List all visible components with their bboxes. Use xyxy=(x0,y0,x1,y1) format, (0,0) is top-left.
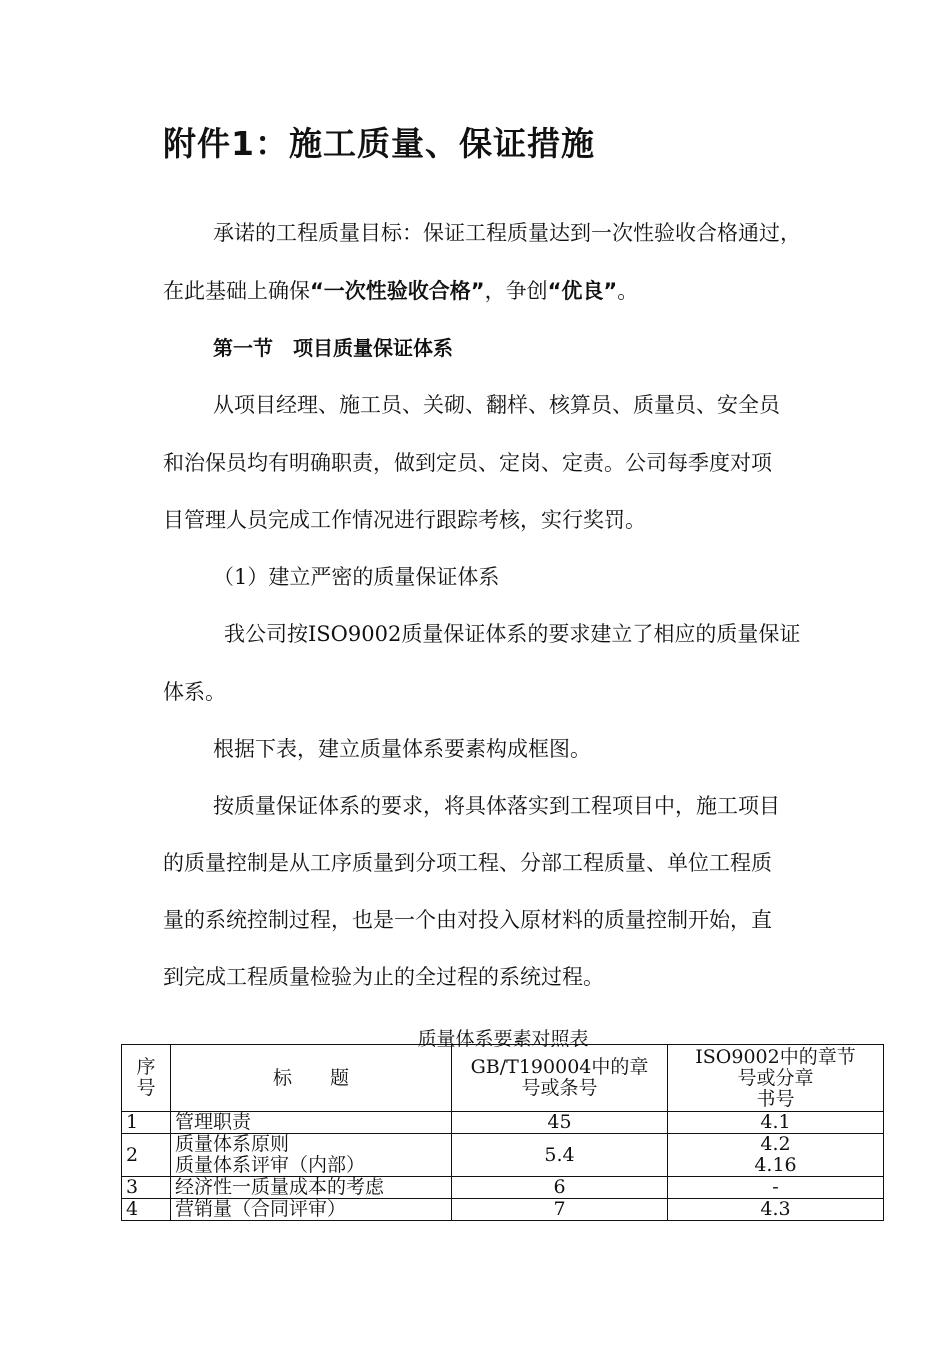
text-span: 在此基础上确保 xyxy=(163,279,310,303)
document-title: 附件1：施工质量、保证措施 xyxy=(163,124,595,163)
header-text: GB/T190004中的章 xyxy=(470,1056,649,1078)
header-iso xyxy=(668,1045,884,1112)
header-text: 书号 xyxy=(756,1087,795,1110)
paragraph-line: 从项目经理、施工员、关砌、翻样、核算员、质量员、安全员 xyxy=(213,393,780,417)
emphasis-text: “优良” xyxy=(547,279,618,303)
subsection-heading: （1）建立严密的质量保证体系 xyxy=(213,565,500,589)
paragraph-line: 量的系统控制过程，也是一个由对投入原材料的质量控制开始，直 xyxy=(163,908,772,932)
cell-gb: 6 xyxy=(452,1177,668,1199)
cell-text: 质量体系评审（内部） xyxy=(175,1154,366,1176)
paragraph-line: 和治保员均有明确职责，做到定员、定岗、定责。公司每季度对项 xyxy=(163,451,772,475)
cell-title: 经济性一质量成本的考虑 xyxy=(171,1177,452,1199)
table-caption: 质量体系要素对照表 xyxy=(417,1028,589,1050)
header-text: 号或条号 xyxy=(521,1077,598,1099)
table-header-row xyxy=(122,1045,884,1112)
header-no xyxy=(122,1045,171,1112)
cell-gb: 5.4 xyxy=(452,1134,668,1177)
cell-title: 管理职责 xyxy=(171,1112,452,1134)
text-span: ，争创 xyxy=(484,279,548,303)
cell-gb: 45 xyxy=(452,1112,668,1134)
paragraph-line: 体系。 xyxy=(163,680,226,704)
header-title: 标 题 xyxy=(171,1045,452,1112)
cell-iso: 4.3 xyxy=(668,1199,884,1221)
cell-iso xyxy=(668,1134,884,1177)
cell-text: 4.16 xyxy=(754,1154,797,1176)
cell-iso: - xyxy=(668,1177,884,1199)
cell-text: 质量体系原则 xyxy=(175,1133,290,1155)
paragraph-line: 我公司按ISO9002质量保证体系的要求建立了相应的质量保证 xyxy=(224,622,801,646)
table-row xyxy=(122,1134,884,1177)
cell-no: 1 xyxy=(122,1112,171,1134)
cell-gb: 7 xyxy=(452,1199,668,1221)
header-text: 序 xyxy=(136,1056,156,1078)
cell-title xyxy=(171,1134,452,1177)
header-text: ISO9002中的章节 xyxy=(695,1045,856,1068)
paragraph-line xyxy=(163,276,638,306)
header-text: 号 xyxy=(136,1077,156,1099)
header-text: 号或分章 xyxy=(737,1066,814,1089)
quality-elements-table xyxy=(121,1044,884,1221)
cell-text: 4.2 xyxy=(760,1133,791,1155)
paragraph-line: 目管理人员完成工作情况进行跟踪考核，实行奖罚。 xyxy=(163,508,646,532)
text-span: 。 xyxy=(617,279,639,303)
table-row xyxy=(122,1112,884,1134)
paragraph-line: 根据下表，建立质量体系要素构成框图。 xyxy=(213,737,591,761)
cell-no: 3 xyxy=(122,1177,171,1199)
paragraph-line: 的质量控制是从工序质量到分项工程、分部工程质量、单位工程质 xyxy=(163,851,772,875)
section-heading: 第一节 项目质量保证体系 xyxy=(213,336,453,360)
emphasis-text: “一次性验收合格” xyxy=(310,279,485,303)
cell-title: 营销量（合同评审） xyxy=(171,1199,452,1221)
header-gb xyxy=(452,1045,668,1112)
paragraph-line: 按质量保证体系的要求，将具体落实到工程项目中，施工项目 xyxy=(213,794,780,818)
paragraph-line: 承诺的工程质量目标：保证工程质量达到一次性验收合格通过， xyxy=(213,221,801,245)
cell-no: 4 xyxy=(122,1199,171,1221)
table-row xyxy=(122,1199,884,1221)
cell-no: 2 xyxy=(122,1134,171,1177)
paragraph-line: 到完成工程质量检验为止的全过程的系统过程。 xyxy=(163,965,604,989)
cell-iso: 4.1 xyxy=(668,1112,884,1134)
table-row xyxy=(122,1177,884,1199)
